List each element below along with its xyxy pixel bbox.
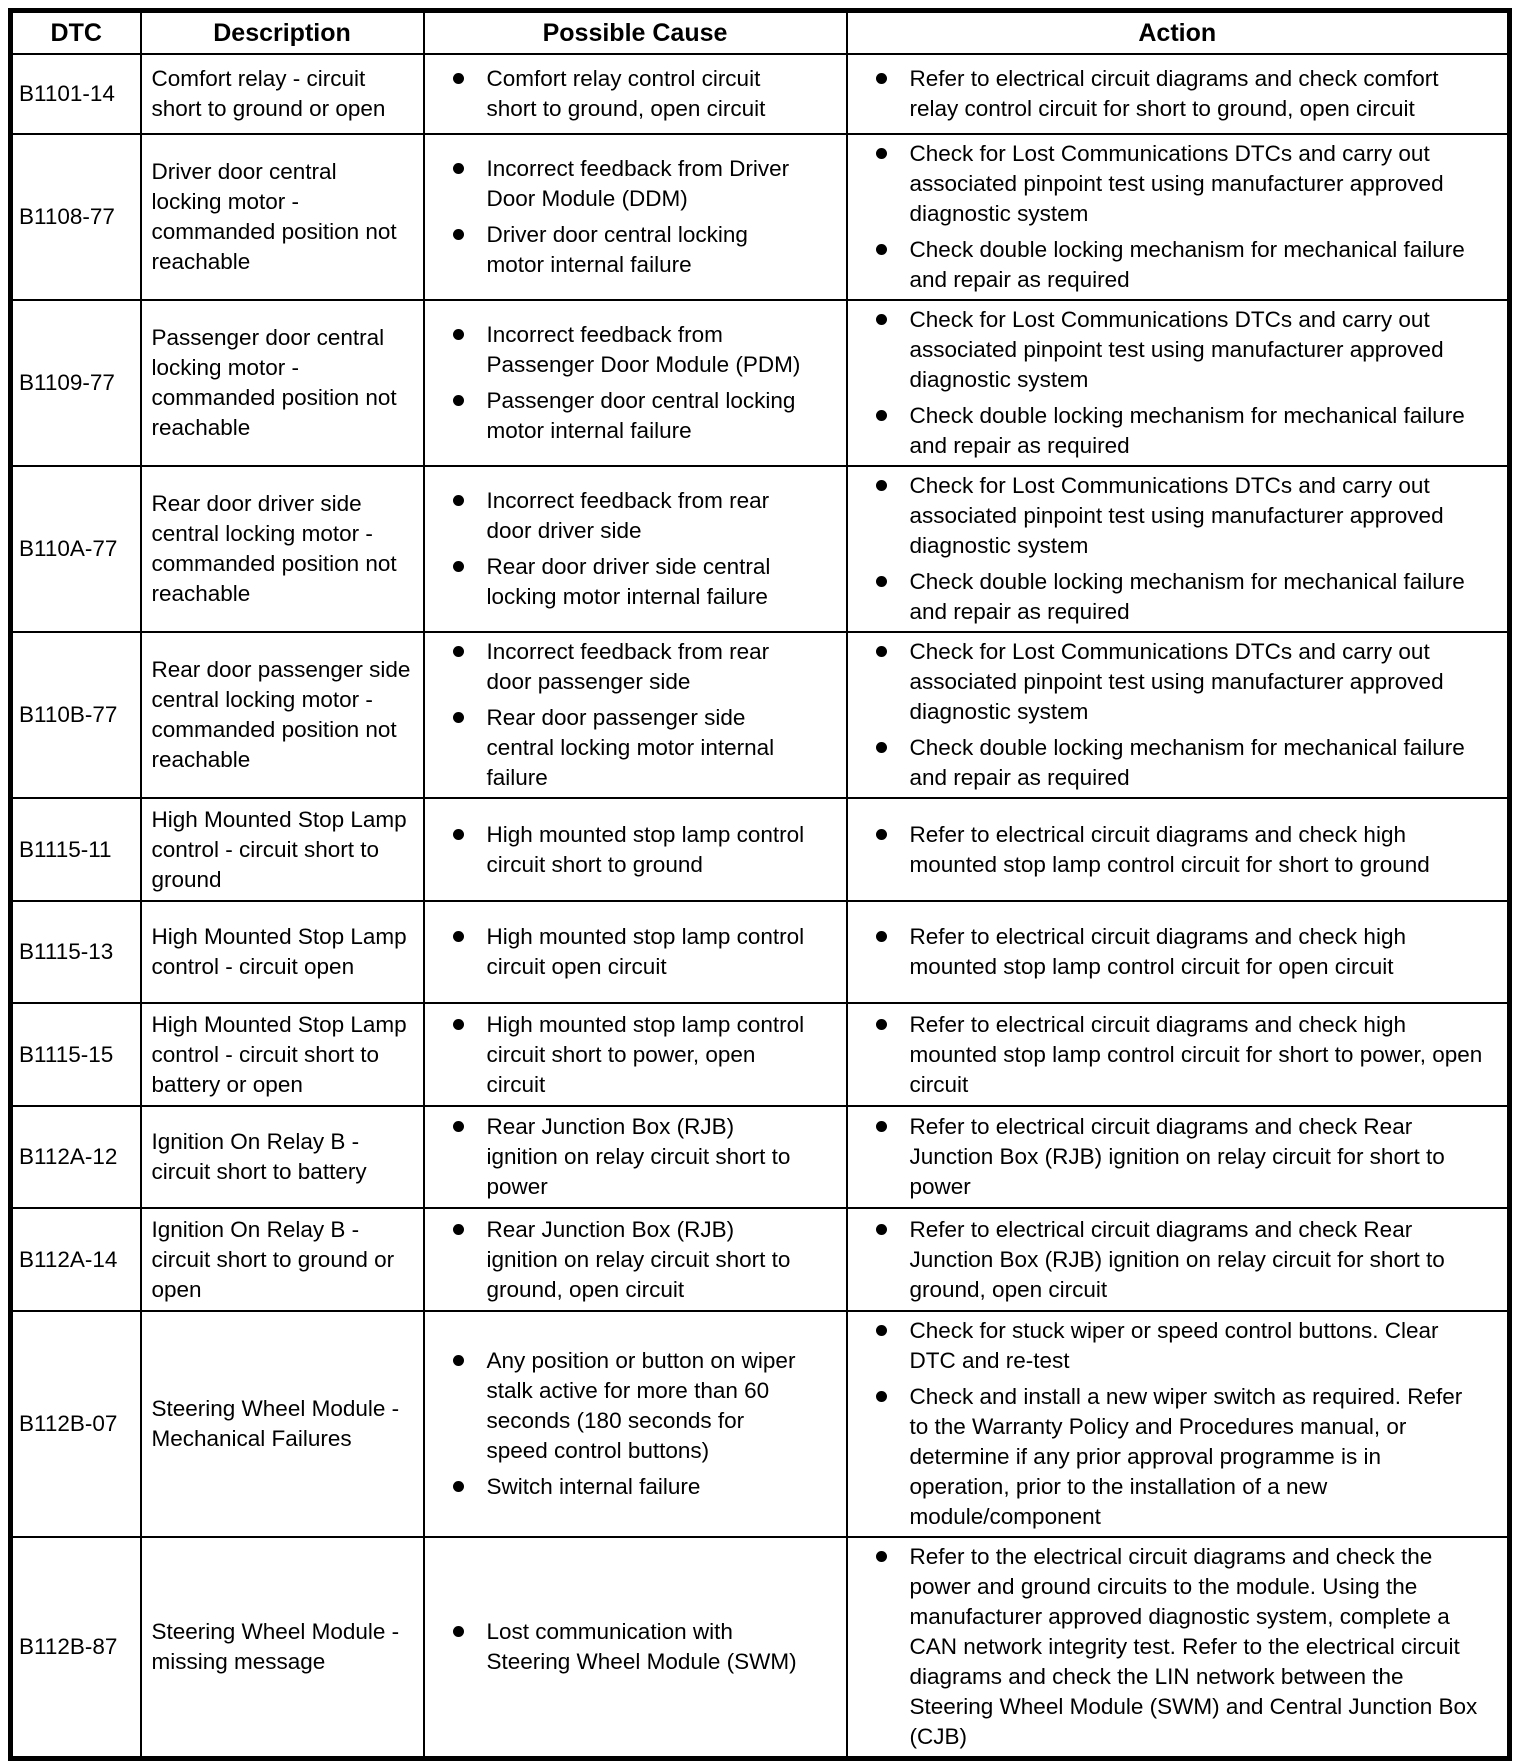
action-item: Check and install a new wiper switch as required. Refer to the Warranty Policy and Procedures manual, or determine if any prior approval programme is in operation, prior to the installation of a new module/component (848, 1382, 1508, 1532)
possible-cause-cell (424, 54, 847, 134)
action-cell (847, 1106, 1510, 1208)
action-cell (847, 54, 1510, 134)
causes-list (425, 1112, 846, 1202)
causes-list (425, 637, 846, 793)
causes-list (425, 1010, 846, 1100)
dtc-cell: B1101-14 (11, 54, 141, 134)
action-cell (847, 134, 1510, 300)
possible-cause-cell (424, 300, 847, 466)
possible-cause-cell (424, 1311, 847, 1537)
causes-list (425, 64, 846, 124)
cause-item: Driver door central locking motor internal failure (425, 220, 846, 280)
description-cell: Steering Wheel Module - Mechanical Failures (141, 1311, 424, 1537)
action-cell (847, 466, 1510, 632)
actions-list (848, 1215, 1508, 1305)
description-cell: Rear door driver side central locking motor - commanded position not reachable (141, 466, 424, 632)
action-item: Refer to the electrical circuit diagrams and check the power and ground circuits to the module. Using the manufacturer approved diagnostic system, complete a CAN network integrity test. Refer to the electrical circuit diagrams and check the LIN network between the Steering Wheel Module (SWM) and Central Junction Box (CJB) (848, 1542, 1508, 1752)
document-page (8, 8, 1512, 1761)
possible-cause-cell (424, 632, 847, 798)
action-item: Check double locking mechanism for mechanical failure and repair as required (848, 401, 1508, 461)
cause-item: Rear Junction Box (RJB) ignition on relay circuit short to ground, open circuit (425, 1215, 846, 1305)
action-item: Refer to electrical circuit diagrams and check high mounted stop lamp control circuit for short to ground (848, 820, 1508, 880)
actions-list (848, 139, 1508, 295)
dtc-cell: B112A-12 (11, 1106, 141, 1208)
dtc-cell: B110A-77 (11, 466, 141, 632)
dtc-cell: B1115-13 (11, 901, 141, 1003)
actions-list (848, 1112, 1508, 1202)
dtc-cell: B112B-07 (11, 1311, 141, 1537)
dtc-cell: B1109-77 (11, 300, 141, 466)
causes-list (425, 320, 846, 446)
possible-cause-cell (424, 466, 847, 632)
action-item: Check for Lost Communications DTCs and carry out associated pinpoint test using manufacturer approved diagnostic system (848, 471, 1508, 561)
cause-item: High mounted stop lamp control circuit short to power, open circuit (425, 1010, 846, 1100)
table-row (11, 901, 1510, 1003)
action-cell (847, 798, 1510, 901)
actions-list (848, 471, 1508, 627)
possible-cause-cell (424, 1208, 847, 1311)
action-cell (847, 1208, 1510, 1311)
cause-item: Passenger door central locking motor internal failure (425, 386, 846, 446)
action-item: Check for stuck wiper or speed control buttons. Clear DTC and re-test (848, 1316, 1508, 1376)
cause-item: Rear Junction Box (RJB) ignition on relay circuit short to power (425, 1112, 846, 1202)
dtc-cell: B112A-14 (11, 1208, 141, 1311)
actions-list (848, 1316, 1508, 1532)
action-cell (847, 1003, 1510, 1106)
cause-item: Any position or button on wiper stalk active for more than 60 seconds (180 seconds for speed control buttons) (425, 1346, 846, 1466)
action-item: Check double locking mechanism for mechanical failure and repair as required (848, 567, 1508, 627)
action-cell (847, 1537, 1510, 1759)
dtc-table-body (11, 54, 1510, 1759)
table-row (11, 300, 1510, 466)
dtc-cell: B1115-11 (11, 798, 141, 901)
action-item: Refer to electrical circuit diagrams and check high mounted stop lamp control circuit for short to power, open circuit (848, 1010, 1508, 1100)
action-cell (847, 1311, 1510, 1537)
description-cell: Driver door central locking motor - commanded position not reachable (141, 134, 424, 300)
description-cell: Rear door passenger side central locking motor - commanded position not reachable (141, 632, 424, 798)
actions-list (848, 64, 1508, 124)
action-item: Refer to electrical circuit diagrams and check high mounted stop lamp control circuit for open circuit (848, 922, 1508, 982)
header-description: Description (141, 11, 424, 55)
table-row (11, 1003, 1510, 1106)
description-cell: Ignition On Relay B - circuit short to ground or open (141, 1208, 424, 1311)
cause-item: Incorrect feedback from rear door driver side (425, 486, 846, 546)
description-cell: High Mounted Stop Lamp control - circuit open (141, 901, 424, 1003)
causes-list (425, 820, 846, 880)
actions-list (848, 922, 1508, 982)
causes-list (425, 154, 846, 280)
table-row (11, 54, 1510, 134)
dtc-cell: B110B-77 (11, 632, 141, 798)
dtc-table (8, 8, 1512, 1761)
possible-cause-cell (424, 1106, 847, 1208)
possible-cause-cell (424, 134, 847, 300)
cause-item: Rear door driver side central locking motor internal failure (425, 552, 846, 612)
table-row (11, 1537, 1510, 1759)
action-cell (847, 901, 1510, 1003)
actions-list (848, 1542, 1508, 1752)
causes-list (425, 486, 846, 612)
description-cell: Ignition On Relay B - circuit short to battery (141, 1106, 424, 1208)
possible-cause-cell (424, 798, 847, 901)
cause-item: Incorrect feedback from rear door passenger side (425, 637, 846, 697)
table-row (11, 1208, 1510, 1311)
causes-list (425, 1617, 846, 1677)
table-row (11, 466, 1510, 632)
action-item: Check double locking mechanism for mechanical failure and repair as required (848, 235, 1508, 295)
dtc-cell: B1108-77 (11, 134, 141, 300)
action-item: Check for Lost Communications DTCs and carry out associated pinpoint test using manufacturer approved diagnostic system (848, 637, 1508, 727)
table-row (11, 134, 1510, 300)
table-row (11, 798, 1510, 901)
action-item: Check for Lost Communications DTCs and carry out associated pinpoint test using manufacturer approved diagnostic system (848, 305, 1508, 395)
action-item: Check double locking mechanism for mechanical failure and repair as required (848, 733, 1508, 793)
cause-item: High mounted stop lamp control circuit short to ground (425, 820, 846, 880)
action-cell (847, 632, 1510, 798)
action-cell (847, 300, 1510, 466)
table-header-row (11, 11, 1510, 55)
cause-item: Lost communication with Steering Wheel Module (SWM) (425, 1617, 846, 1677)
header-action: Action (847, 11, 1510, 55)
possible-cause-cell (424, 901, 847, 1003)
cause-item: Incorrect feedback from Driver Door Module (DDM) (425, 154, 846, 214)
cause-item: Incorrect feedback from Passenger Door Module (PDM) (425, 320, 846, 380)
cause-item: Rear door passenger side central locking motor internal failure (425, 703, 846, 793)
table-row (11, 632, 1510, 798)
causes-list (425, 922, 846, 982)
actions-list (848, 820, 1508, 880)
description-cell: Comfort relay - circuit short to ground or open (141, 54, 424, 134)
cause-item: High mounted stop lamp control circuit open circuit (425, 922, 846, 982)
description-cell: High Mounted Stop Lamp control - circuit short to ground (141, 798, 424, 901)
actions-list (848, 305, 1508, 461)
header-dtc: DTC (11, 11, 141, 55)
action-item: Refer to electrical circuit diagrams and check Rear Junction Box (RJB) ignition on relay circuit for short to ground, open circuit (848, 1215, 1508, 1305)
description-cell: Steering Wheel Module - missing message (141, 1537, 424, 1759)
causes-list (425, 1346, 846, 1502)
cause-item: Switch internal failure (425, 1472, 846, 1502)
dtc-cell: B112B-87 (11, 1537, 141, 1759)
action-item: Refer to electrical circuit diagrams and check comfort relay control circuit for short to ground, open circuit (848, 64, 1508, 124)
actions-list (848, 637, 1508, 793)
possible-cause-cell (424, 1003, 847, 1106)
cause-item: Comfort relay control circuit short to ground, open circuit (425, 64, 846, 124)
possible-cause-cell (424, 1537, 847, 1759)
description-cell: High Mounted Stop Lamp control - circuit short to battery or open (141, 1003, 424, 1106)
header-possible-cause: Possible Cause (424, 11, 847, 55)
dtc-cell: B1115-15 (11, 1003, 141, 1106)
actions-list (848, 1010, 1508, 1100)
table-row (11, 1311, 1510, 1537)
description-cell: Passenger door central locking motor - commanded position not reachable (141, 300, 424, 466)
table-row (11, 1106, 1510, 1208)
causes-list (425, 1215, 846, 1305)
action-item: Refer to electrical circuit diagrams and check Rear Junction Box (RJB) ignition on relay circuit for short to power (848, 1112, 1508, 1202)
action-item: Check for Lost Communications DTCs and carry out associated pinpoint test using manufacturer approved diagnostic system (848, 139, 1508, 229)
